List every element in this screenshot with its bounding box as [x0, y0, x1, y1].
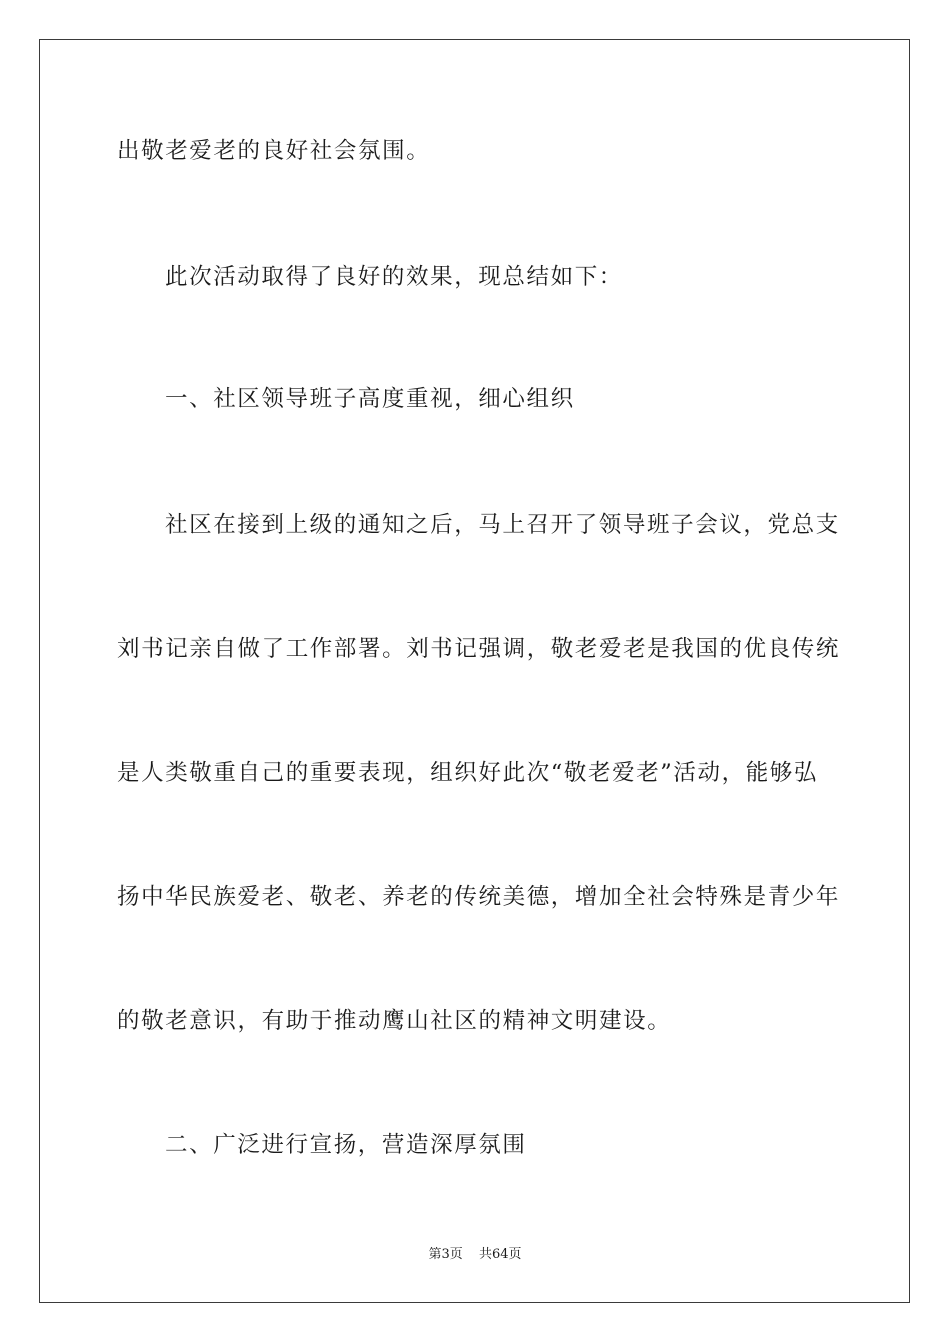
section-heading: 二、广泛进行宣扬，营造深厚氛围	[165, 1132, 527, 1158]
page-footer	[0, 1246, 950, 1264]
body-line: 此次活动取得了良好的效果，现总结如下：	[165, 264, 623, 290]
body-line: 社区在接到上级的通知之后，马上召开了领导班子会议，党总支	[165, 512, 840, 538]
body-line: 是人类敬重自己的重要表现，组织好此次“敬老爱老”活动，能够弘	[117, 760, 819, 786]
body-line: 的敬老意识，有助于推动鹰山社区的精神文明建设。	[117, 1008, 672, 1034]
page-total: 共64页	[478, 1247, 522, 1262]
body-line: 出敬老爱老的良好社会氛围。	[117, 138, 431, 164]
page-border	[39, 39, 910, 1303]
page-number: 第3页	[428, 1247, 463, 1262]
body-line: 刘书记亲自做了工作部署。刘书记强调，敬老爱老是我国的优良传统	[117, 636, 841, 662]
section-heading: 一、社区领导班子高度重视，细心组织	[165, 386, 575, 412]
body-line: 扬中华民族爱老、敬老、养老的传统美德，增加全社会特殊是青少年	[117, 884, 841, 910]
